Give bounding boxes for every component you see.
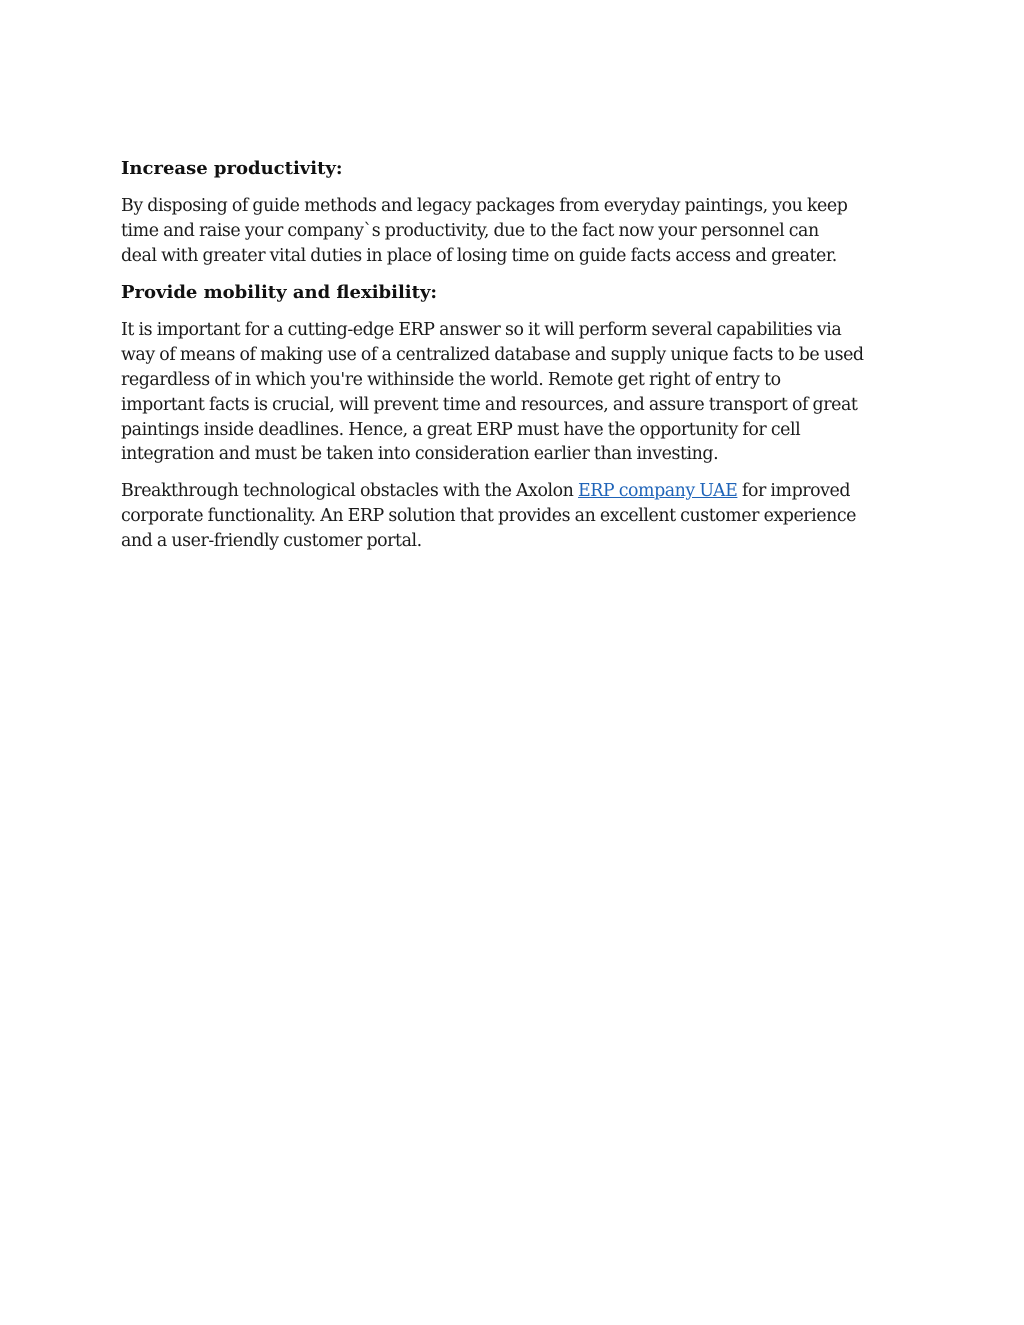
text-after-link: for improved (737, 481, 851, 502)
text-before-link: Breakthrough technological obstacles with the Axolon (121, 481, 578, 502)
paragraph-line: paintings inside deadlines. Hence, a great ERP must have the opportunity for cell (121, 419, 801, 440)
paragraph-line: integration and must be taken into consideration earlier than investing. (121, 444, 719, 465)
paragraph-line: time and raise your company`s productivity, due to the fact now your personnel can (121, 220, 819, 241)
document-page (121, 156, 921, 566)
paragraph-line: By disposing of guide methods and legacy packages from everyday paintings, you keep (121, 196, 848, 216)
paragraph-increase-productivity (121, 194, 921, 268)
paragraph-line: important facts is crucial, will prevent time and resources, and assure transport of great (121, 394, 858, 415)
paragraph-mobility-flexibility (121, 318, 921, 467)
paragraph-line: way of means of making use of a centralized database and supply unique facts to be used (121, 345, 864, 366)
heading-mobility-flexibility: Provide mobility and flexibility: (121, 282, 438, 304)
paragraph-line: corporate functionality. An ERP solution that provides an excellent customer experience (121, 505, 857, 526)
heading-increase-productivity: Increase productivity: (121, 158, 343, 179)
paragraph-line: deal with greater vital duties in place of losing time on guide facts access and greater. (121, 245, 837, 266)
paragraph-line (121, 479, 921, 504)
paragraph-line: It is important for a cutting-edge ERP answer so it will perform several capabilities via (121, 320, 842, 341)
erp-company-uae-link[interactable]: ERP company UAE (578, 481, 738, 502)
paragraph-line: and a user-friendly customer portal. (121, 530, 422, 551)
paragraph-breakthrough (121, 479, 921, 553)
paragraph-line: regardless of in which you're withinside the world. Remote get right of entry to (121, 369, 781, 390)
